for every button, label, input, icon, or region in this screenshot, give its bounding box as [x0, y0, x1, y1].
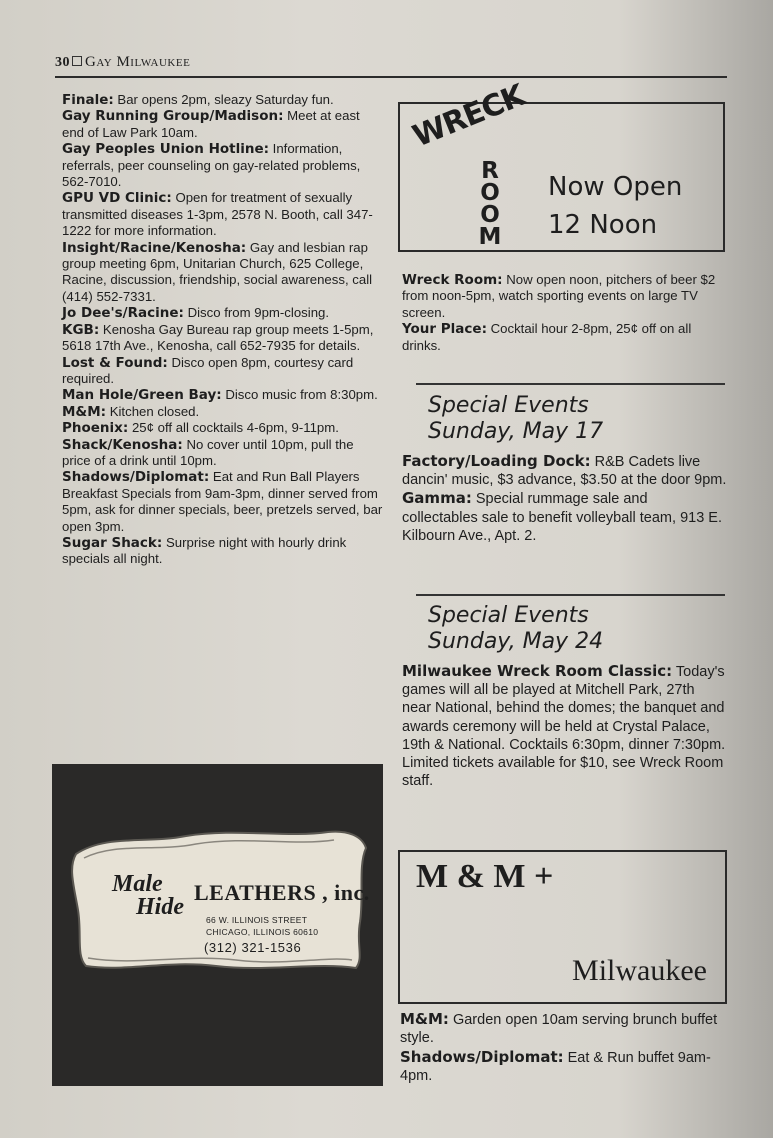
- section-divider: [416, 383, 725, 385]
- listing-man-hole: Man Hole/Green Bay: Disco music from 8:30pm.: [62, 387, 378, 404]
- square-bullet-icon: [72, 56, 82, 66]
- special-events-may-24-listings: [402, 662, 727, 790]
- listing-insight: Insight/Racine/Kenosha: Gay and lesbian rap group meeting 6pm, Unitarian Church, 625 College, Racine, discussion, friendship, social awareness, call (414) 552-7331.: [62, 239, 373, 304]
- address-city: CHICAGO, ILLINOIS 60610: [206, 927, 319, 937]
- listing-factory-loading-dock: Factory/Loading Dock: R&B Cadets live dancin' music, $3 advance, $3.50 at the door 9pm.: [402, 452, 727, 489]
- publication-title: Gay Milwaukee: [85, 54, 191, 70]
- m-and-m-logo: M & M +: [416, 858, 554, 895]
- listing-gpu-hotline: Gay Peoples Union Hotline: Information, referrals, peer counseling on gay-related problems, 562-7010.: [62, 141, 361, 190]
- listing-gay-running-group: Gay Running Group/Madison: Meet at east end of Law Park 10am.: [62, 108, 360, 140]
- listing-shadows-diplomat: Shadows/Diplomat: Eat and Run Ball Players Breakfast Specials from 9am-3pm, dinner served from 5pm, ask for dinner specials, beer, pretzels served, bar open 3pm.: [62, 469, 383, 534]
- phone-number: (312) 321-1536: [204, 940, 302, 955]
- bottom-listings: [400, 1010, 725, 1086]
- listing-shadows-diplomat-buffet: Shadows/Diplomat: Eat & Run buffet 9am-4pm.: [400, 1047, 711, 1085]
- wreck-room-ad: [398, 78, 725, 252]
- listing-m-and-m: M&M: Kitchen closed.: [62, 403, 200, 420]
- special-events-may-17-listings: [402, 452, 727, 545]
- listing-jo-dees: Jo Dee's/Racine: Disco from 9pm-closing.: [62, 305, 330, 322]
- listing-phoenix: Phoenix: 25¢ off all cocktails 4-6pm, 9-11pm.: [62, 420, 339, 437]
- business-card-text: [66, 826, 371, 974]
- page-number: 30: [55, 55, 70, 70]
- listing-gpu-vd-clinic: GPU VD Clinic: Open for treatment of sexually transmitted diseases 1-3pm, 2578 N. Booth, call 347-1222 for more information.: [62, 190, 373, 239]
- listing-kgb: KGB: Kenosha Gay Bureau rap group meets 1-5pm, 5618 17th Ave., Kenosha, call 652-7935 for details.: [62, 321, 374, 354]
- left-column-listings: [62, 92, 384, 568]
- section-divider: [416, 594, 725, 596]
- page-header: [55, 54, 727, 78]
- listing-shack: Shack/Kenosha: No cover until 10pm, pull the price of a drink until 10pm.: [62, 436, 354, 468]
- listing-lost-and-found: Lost & Found: Disco open 8pm, courtesy card required.: [62, 354, 354, 386]
- room-logo-text: R O O M: [478, 158, 502, 250]
- now-open-text: Now Open 12 Noon: [548, 172, 683, 240]
- leathers-company-name: LEATHERS , inc.: [194, 880, 370, 905]
- listing-sugar-shack: Sugar Shack: Surprise night with hourly drink specials all night.: [62, 534, 347, 567]
- m-and-m-ad: [398, 850, 727, 1004]
- special-events-heading-may-24: Special Events Sunday, May 24: [428, 603, 604, 654]
- address-street: 66 W. ILLINOIS STREET: [206, 915, 308, 925]
- listing-finale: Finale: Bar opens 2pm, sleazy Saturday fun.: [62, 92, 334, 108]
- listing-gamma: Gamma: Special rummage sale and collectables sale to benefit volleyball team, 913 E. Kilbourn Ave., Apt. 2.: [402, 489, 722, 544]
- hide-logo-text: Hide: [136, 894, 184, 920]
- listing-m-and-m-garden: M&M: Garden open 10am serving brunch buffet style.: [400, 1010, 718, 1047]
- male-logo-text: Male: [112, 871, 163, 897]
- listing-wreck-room-classic: Milwaukee Wreck Room Classic: Today's games will all be played at Mitchell Park, 27th near National, behind the domes; the banquet and awards ceremony will be held at Crystal Palace, 19th & National. Cocktails 6:30pm, dinner 7:30pm. Limited tickets available for $10, see Wreck Room staff.: [402, 662, 726, 790]
- right-column-listings: [402, 272, 727, 354]
- business-card: [66, 826, 371, 974]
- listing-your-place: Your Place: Cocktail hour 2-8pm, 25¢ off on all drinks.: [402, 321, 692, 353]
- listing-wreck-room: Wreck Room: Now open noon, pitchers of beer $2 from noon-5pm, watch sporting events on large TV screen.: [402, 272, 716, 320]
- wreck-logo-text: WRECK: [408, 78, 530, 155]
- male-hide-leathers-ad: [52, 764, 383, 1086]
- special-events-heading-may-17: Special Events Sunday, May 17: [428, 393, 604, 444]
- m-and-m-city: Milwaukee: [572, 954, 707, 987]
